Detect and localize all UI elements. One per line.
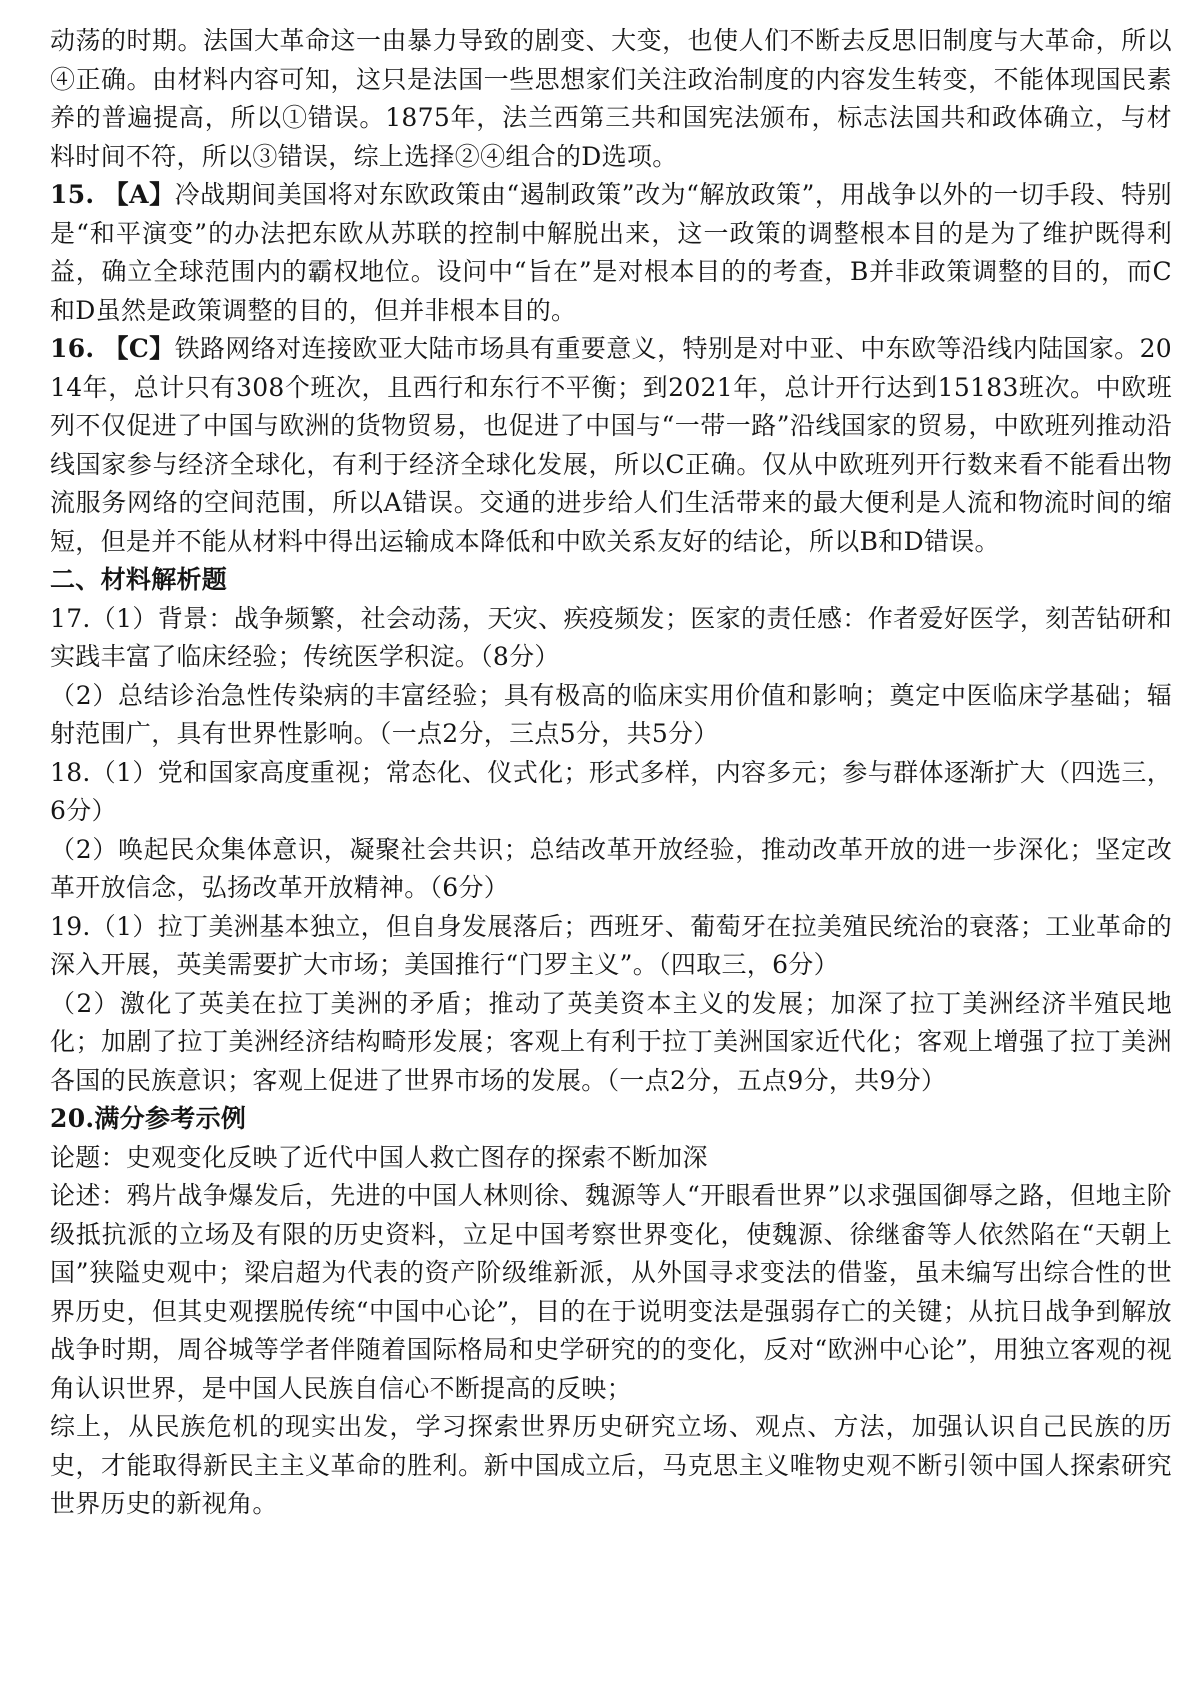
question-16-lead: 16. 【C】 <box>50 334 175 363</box>
question-20-heading: 20.满分参考示例 <box>50 1104 247 1133</box>
question-15-text: 冷战期间美国将对东欧政策由“遏制政策”改为“解放政策”，用战争以外的一切手段、特别是“和平演变”的办法把东欧从苏联的控制中解脱出来，这一政策的调整根本目的是为了维护既得利益，确立全球范围内的霸权地位。设问中“旨在”是对根本目的的考查，B并非政策调整的目的，而C和D虽然是政策调整的目的，但并非根本目的。 <box>50 180 1172 325</box>
question-19-part-1: 19.（1）拉丁美洲基本独立，但自身发展落后；西班牙、葡萄牙在拉美殖民统治的衰落；工业革命的深入开展，英美需要扩大市场；美国推行“门罗主义”。（四取三，6分） <box>50 911 1172 979</box>
question-19-part-2: （2）激化了英美在拉丁美洲的矛盾；推动了英美资本主义的发展；加深了拉丁美洲经济半殖民地化；加剧了拉丁美洲经济结构畸形发展；客观上有利于拉丁美洲国家近代化；客观上增强了拉丁美洲各国的民族意识；客观上促进了世界市场的发展。（一点2分，五点9分，共9分） <box>50 988 1172 1095</box>
section-2-heading: 二、材料解析题 <box>50 565 228 594</box>
question-16-answer <box>50 330 1172 561</box>
intro-paragraph: 动荡的时期。法国大革命这一由暴力导致的剧变、大变，也使人们不断去反思旧制度与大革命，所以④正确。由材料内容可知，这只是法国一些思想家们关注政治制度的内容发生转变，不能体现国民素养的普遍提高，所以①错误。1875年，法兰西第三共和国宪法颁布，标志法国共和政体确立，与材料时间不符，所以③错误，综上选择②④组合的D选项。 <box>50 26 1172 171</box>
question-16-text: 铁路网络对连接欧亚大陆市场具有重要意义，特别是对中亚、中东欧等沿线内陆国家。2014年，总计只有308个班次，且西行和东行不平衡；到2021年，总计开行达到15183班次。中欧班列不仅促进了中国与欧洲的货物贸易，也促进了中国与“一带一路”沿线国家的贸易，中欧班列推动沿线国家参与经济全球化，有利于经济全球化发展，所以C正确。仅从中欧班列开行数来看不能看出物流服务网络的空间范围，所以A错误。交通的进步给人们生活带来的最大便利是人流和物流时间的缩短，但是并不能从材料中得出运输成本降低和中欧关系友好的结论，所以B和D错误。 <box>50 334 1172 556</box>
question-15-answer <box>50 176 1172 330</box>
question-20-conclusion: 综上，从民族危机的现实出发，学习探索世界历史研究立场、观点、方法，加强认识自己民族的历史，才能取得新民主主义革命的胜利。新中国成立后，马克思主义唯物史观不断引领中国人探索研究世界历史的新视角。 <box>50 1412 1172 1518</box>
question-17-part-1: 17.（1）背景：战争频繁，社会动荡，天灾、疾疫频发；医家的责任感：作者爱好医学，刻苦钻研和实践丰富了临床经验；传统医学积淀。（8分） <box>50 603 1172 671</box>
question-20-thesis: 论题：史观变化反映了近代中国人救亡图存的探索不断加深 <box>50 1142 708 1172</box>
answer-key-page <box>50 0 1172 1524</box>
question-20-argument: 论述：鸦片战争爆发后，先进的中国人林则徐、魏源等人“开眼看世界”以求强国御辱之路，但地主阶级抵抗派的立场及有限的历史资料，立足中国考察世界变化，使魏源、徐继畬等人依然陷在“天朝上国”狭隘史观中；梁启超为代表的资产阶级维新派，从外国寻求变法的借鉴，虽未编写出综合性的世界历史，但其史观摆脱传统“中国中心论”，目的在于说明变法是强弱存亡的关键；从抗日战争到解放战争时期，周谷城等学者伴随着国际格局和史学研究的的变化，反对“欧洲中心论”，用独立客观的视角认识世界，是中国人民族自信心不断提高的反映； <box>50 1181 1172 1403</box>
question-18-part-1: 18.（1）党和国家高度重视；常态化、仪式化；形式多样，内容多元；参与群体逐渐扩大（四选三，6分） <box>50 757 1172 825</box>
question-18-part-2: （2）唤起民众集体意识，凝聚社会共识；总结改革开放经验，推动改革开放的进一步深化；坚定改革开放信念，弘扬改革开放精神。（6分） <box>50 834 1172 902</box>
question-15-lead: 15. 【A】 <box>50 180 175 209</box>
question-17-part-2: （2）总结诊治急性传染病的丰富经验；具有极高的临床实用价值和影响；奠定中医临床学基础；辐射范围广，具有世界性影响。（一点2分，三点5分，共5分） <box>50 680 1172 748</box>
